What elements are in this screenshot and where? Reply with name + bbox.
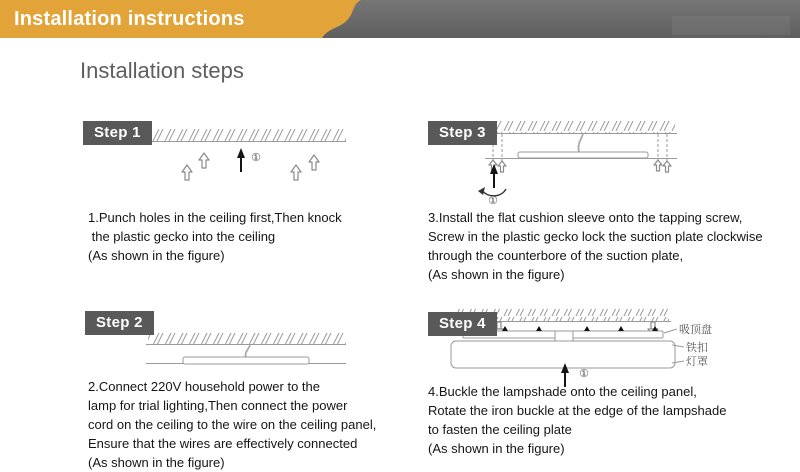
section-heading: Installation steps bbox=[80, 58, 244, 83]
text-line: (As shown in the figure) bbox=[88, 248, 225, 263]
text-line: (As shown in the figure) bbox=[428, 267, 565, 282]
text-line: through the counterbore of the suction plate, bbox=[428, 248, 684, 263]
step-2-diagram bbox=[140, 332, 352, 374]
text-line: Ensure that the wires are effectively connected bbox=[88, 436, 358, 451]
ceiling-panel bbox=[518, 152, 648, 158]
banner-sheen bbox=[672, 16, 790, 35]
step-1-diagram bbox=[140, 128, 352, 186]
ceiling-hatch bbox=[148, 333, 346, 344]
anchor-screw-icon bbox=[498, 161, 506, 172]
text-line: 3.Install the flat cushion sleeve onto the tapping screw, bbox=[428, 210, 743, 225]
anchor-screw-icon bbox=[309, 155, 319, 170]
header-banner bbox=[0, 0, 800, 38]
ceiling-hatch bbox=[148, 129, 346, 141]
anchor-screw-icon bbox=[291, 165, 301, 180]
lampshade bbox=[451, 341, 675, 368]
part-label-ceiling-plate: 吸顶盘 bbox=[679, 324, 712, 336]
part-label-iron-buckle: 铁扣 bbox=[686, 342, 708, 354]
step-3-badge: Step 3 bbox=[428, 121, 497, 145]
circled-one-icon: ① bbox=[251, 151, 261, 164]
text-line: 4.Buckle the lampshade onto the ceiling panel, bbox=[428, 384, 697, 399]
part-label-lampshade: 灯罩 bbox=[686, 356, 708, 368]
circled-one-icon: ① bbox=[579, 367, 589, 380]
anchor-screw-icon bbox=[663, 161, 671, 172]
text-line: Rotate the iron buckle at the edge of the lampshade bbox=[428, 403, 727, 418]
leader-line bbox=[664, 329, 677, 333]
power-wire bbox=[245, 345, 250, 358]
step-1-text bbox=[88, 208, 342, 265]
step-2-text bbox=[88, 377, 376, 472]
text-line: to fasten the ceiling plate bbox=[428, 422, 572, 437]
page-title: Installation instructions bbox=[14, 8, 245, 30]
text-line: lamp for trial lighting,Then connect the power bbox=[88, 398, 348, 413]
anchor-screw-icon bbox=[654, 160, 662, 171]
step-4-text bbox=[428, 382, 726, 458]
text-line: Screw in the plastic gecko lock the suction plate clockwise bbox=[428, 229, 763, 244]
ceiling-hatch bbox=[487, 121, 675, 133]
step-1-badge: Step 1 bbox=[83, 121, 152, 145]
anchor-screw-icon bbox=[182, 165, 192, 180]
text-line: the plastic gecko into the ceiling bbox=[88, 229, 276, 244]
power-wire bbox=[578, 134, 583, 152]
text-line: 2.Connect 220V household power to the bbox=[88, 379, 321, 394]
text-line: (As shown in the figure) bbox=[428, 441, 565, 456]
center-notch bbox=[555, 331, 573, 342]
text-line: cord on the ceiling to the wire on the ceiling panel, bbox=[88, 417, 377, 432]
arrow-up-icon bbox=[237, 148, 245, 172]
step-2-badge: Step 2 bbox=[85, 311, 154, 335]
step-3-text bbox=[428, 208, 763, 284]
anchor-screw-icon bbox=[199, 153, 209, 168]
circled-one-icon: ① bbox=[488, 194, 498, 207]
text-line: (As shown in the figure) bbox=[88, 455, 225, 470]
ceiling-panel bbox=[183, 357, 309, 364]
step-4-badge: Step 4 bbox=[428, 312, 497, 336]
text-line: 1.Punch holes in the ceiling first,Then knock bbox=[88, 210, 342, 225]
